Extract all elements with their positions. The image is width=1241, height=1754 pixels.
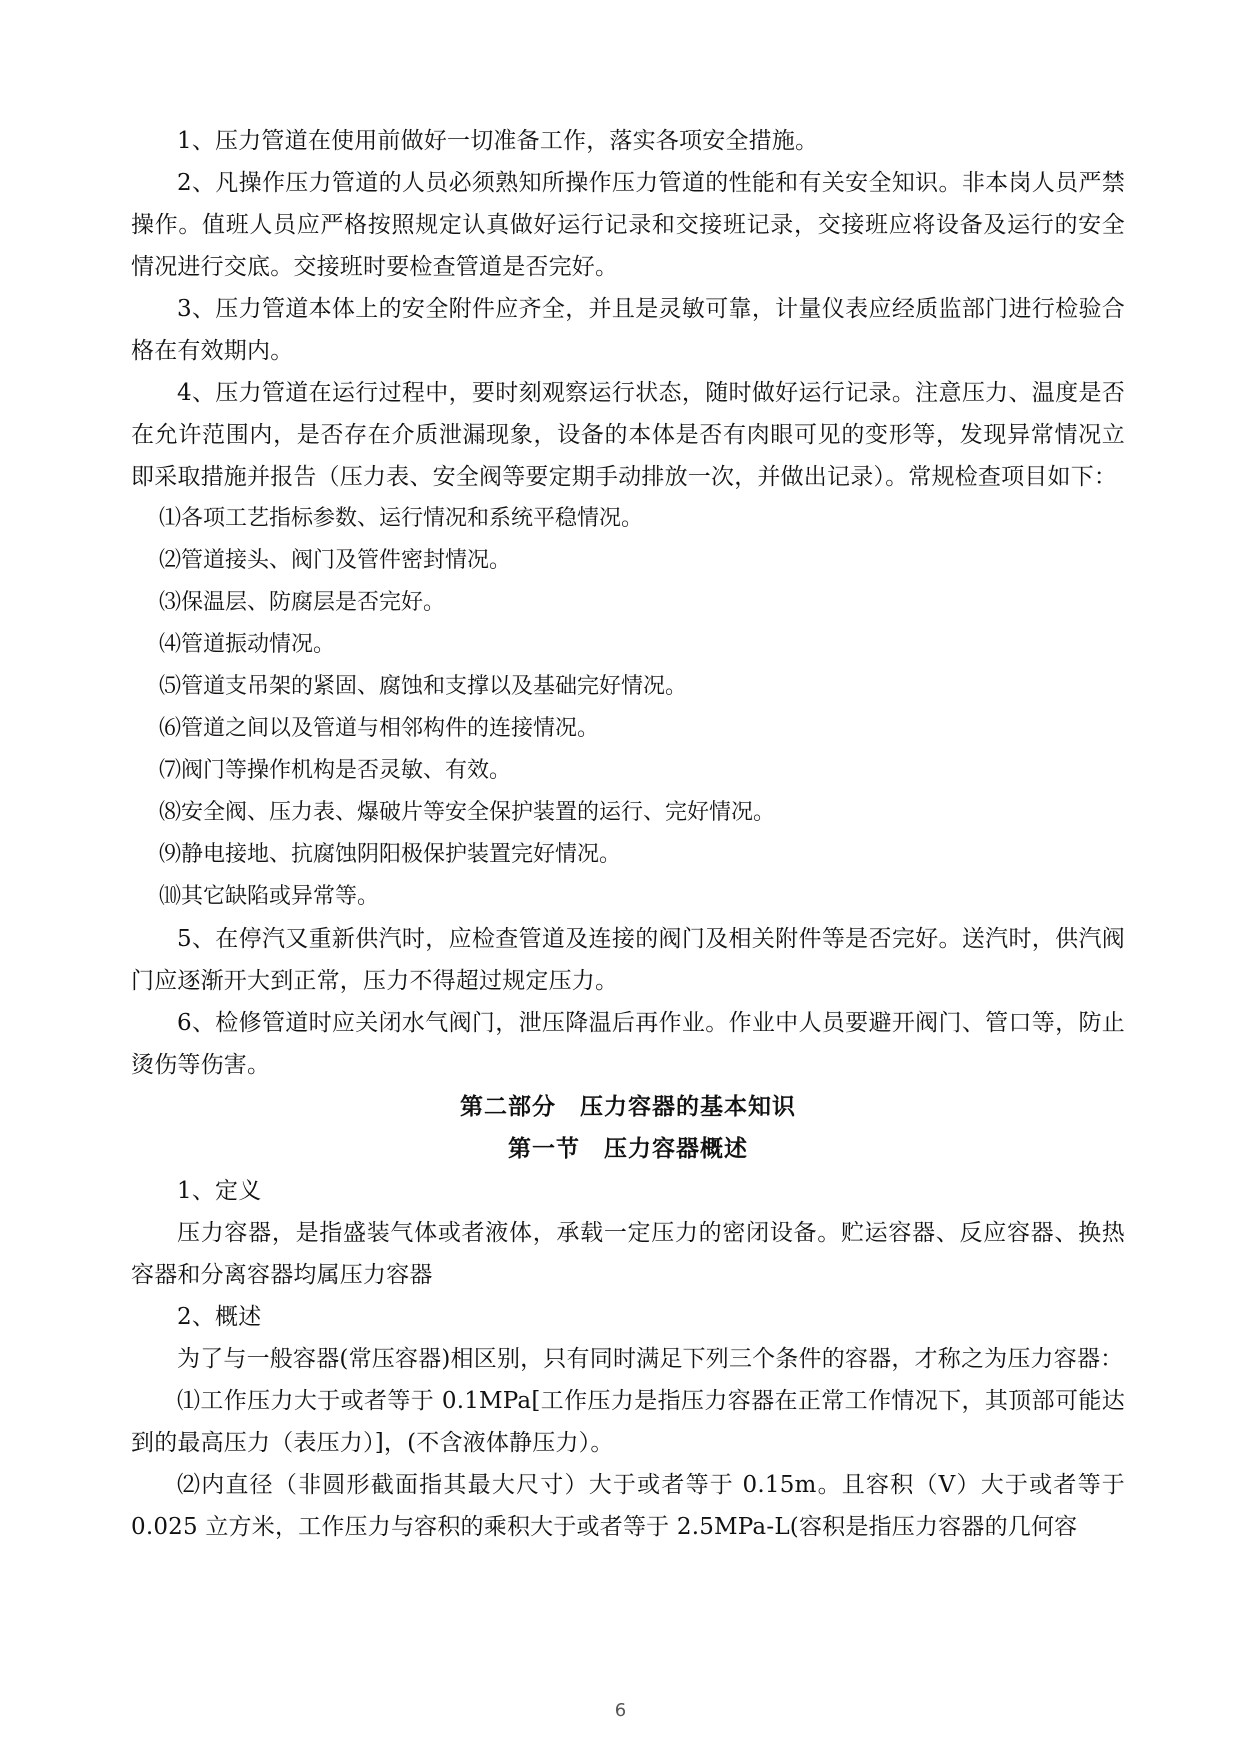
check-item: ⑺阀门等操作机构是否灵敏、有效。 xyxy=(159,758,512,783)
check-item: ⑷管道振动情况。 xyxy=(159,632,336,657)
check-item: ⑼静电接地、抗腐蚀阴阳极保护装置完好情况。 xyxy=(159,842,622,867)
paragraph-operation-monitoring: 4、压力管道在运行过程中，要时刻观察运行状态，随时做好运行记录。注意压力、温度是否在允许范围内，是否存在介质泄漏现象，设备的本体是否有肉眼可见的变形等，发现异常情况立即采取措施并报告（压力表、安全阀等要定期手动排放一次，并做出记录）。常规检查项目如下： xyxy=(131,380,1125,490)
page-content xyxy=(131,120,1125,1548)
paragraph-condition-1: ⑴工作压力大于或者等于 0.1MPa[工作压力是指压力容器在正常工作情况下，其顶部可能达到的最高压力（表压力）]，(不含液体静压力）。 xyxy=(131,1388,1125,1456)
paragraph-overview: 为了与一般容器(常压容器)相区别，只有同时满足下列三个条件的容器，才称之为压力容器： xyxy=(177,1346,1124,1372)
page-number: 6 xyxy=(614,1700,627,1721)
paragraph-definition: 压力容器，是指盛装气体或者液体，承载一定压力的密闭设备。贮运容器、反应容器、换热容器和分离容器均属压力容器 xyxy=(131,1220,1125,1288)
check-item: ⑴各项工艺指标参数、运行情况和系统平稳情况。 xyxy=(159,506,644,531)
check-item: ⑵管道接头、阀门及管件密封情况。 xyxy=(159,548,512,573)
part-heading: 第二部分 压力容器的基本知识 xyxy=(460,1094,796,1120)
check-item: ⑹管道之间以及管道与相邻构件的连接情况。 xyxy=(159,716,600,741)
check-item: ⑻安全阀、压力表、爆破片等安全保护装置的运行、完好情况。 xyxy=(159,800,776,825)
check-item: ⑶保温层、防腐层是否完好。 xyxy=(159,590,446,615)
paragraph-definition-title: 1、定义 xyxy=(177,1178,262,1204)
section-heading: 第一节 压力容器概述 xyxy=(508,1136,748,1162)
paragraph-overview-title: 2、概述 xyxy=(177,1304,262,1330)
check-item: ⑸管道支吊架的紧固、腐蚀和支撑以及基础完好情况。 xyxy=(159,674,688,699)
paragraph-maintenance: 6、检修管道时应关闭水气阀门，泄压降温后再作业。作业中人员要避开阀门、管口等，防止烫伤等伤害。 xyxy=(131,1010,1125,1078)
paragraph-resupply: 5、在停汽又重新供汽时，应检查管道及连接的阀门及相关附件等是否完好。送汽时，供汽阀门应逐渐开大到正常，压力不得超过规定压力。 xyxy=(131,926,1125,994)
paragraph-condition-2: ⑵内直径（非圆形截面指其最大尺寸）大于或者等于 0.15m。且容积（V）大于或者等于 0.025 立方米，工作压力与容积的乘积大于或者等于 2.5MPa-L(容积是指压力容器的几何容 xyxy=(131,1472,1125,1540)
check-item: ⑽其它缺陷或异常等。 xyxy=(159,884,380,909)
paragraph-operators: 2、凡操作压力管道的人员必须熟知所操作压力管道的性能和有关安全知识。非本岗人员严禁操作。值班人员应严格按照规定认真做好运行记录和交接班记录，交接班应将设备及运行的安全情况进行交底。交接班时要检查管道是否完好。 xyxy=(131,170,1125,280)
paragraph-prep: 1、压力管道在使用前做好一切准备工作，落实各项安全措施。 xyxy=(177,128,819,154)
paragraph-safety-accessories: 3、压力管道本体上的安全附件应齐全，并且是灵敏可靠，计量仪表应经质监部门进行检验合格在有效期内。 xyxy=(131,296,1125,364)
